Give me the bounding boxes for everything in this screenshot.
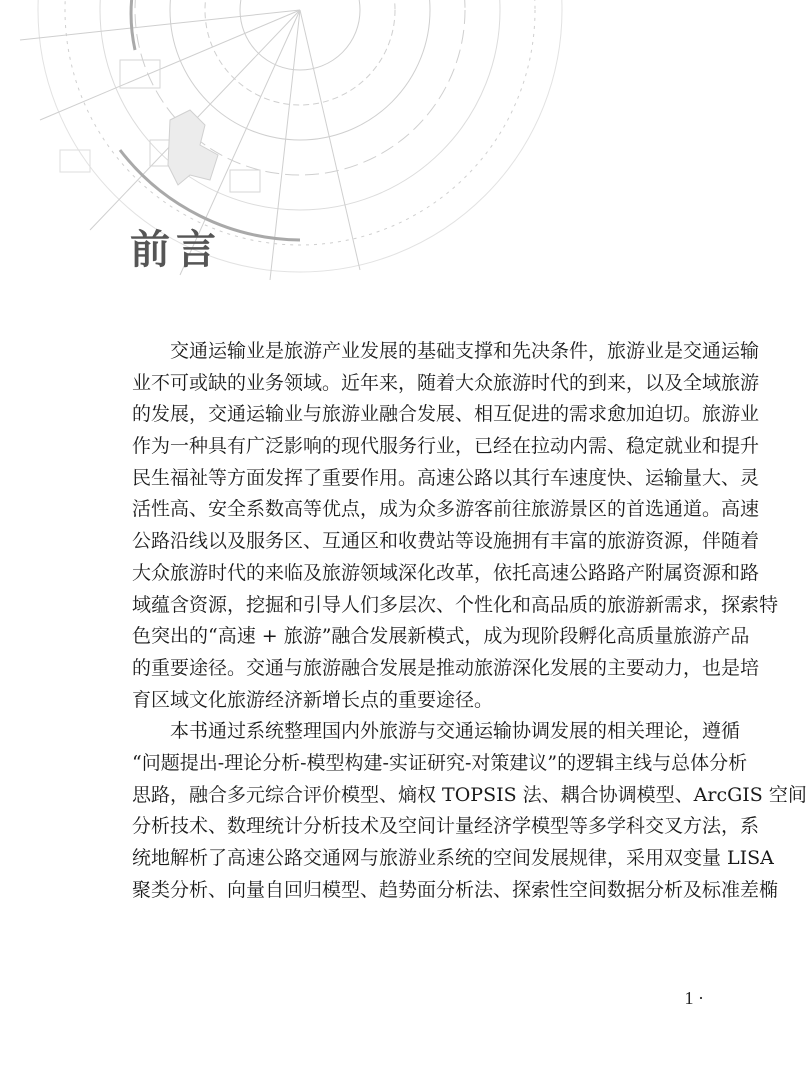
text-line: “问题提出-理论分析-模型构建-实证研究-对策建议”的逻辑主线与总体分析	[132, 751, 748, 774]
text-line: 的重要途径。交通与旅游融合发展是推动旅游深化发展的主要动力，也是培	[132, 656, 760, 679]
text-line: 色突出的“高速 + 旅游”融合发展新模式，成为现阶段孵化高质量旅游产品	[132, 625, 750, 648]
text-line: 育区域文化旅游经济新增长点的重要途径。	[132, 688, 494, 711]
text-line: 大众旅游时代的来临及旅游领域深化改革，依托高速公路路产附属资源和路	[132, 561, 760, 584]
page-number: 1 ·	[684, 988, 704, 1008]
text-line: 交通运输业是旅游产业发展的基础支撑和先决条件，旅游业是交通运输	[170, 340, 760, 362]
body-text	[132, 336, 807, 906]
text-line: 作为一种具有广泛影响的现代服务行业，已经在拉动内需、稳定就业和提升	[132, 435, 760, 458]
text-line: 域蕴含资源，挖掘和引导人们多层次、个性化和高品质的旅游新需求，探索特	[132, 593, 779, 616]
text-line: 思路，融合多元综合评价模型、熵权 TOPSIS 法、耦合协调模型、ArcGIS 空间	[132, 783, 807, 806]
text-line: 业不可或缺的业务领域。近年来，随着大众旅游时代的到来，以及全域旅游	[132, 371, 760, 394]
text-line: 本书通过系统整理国内外旅游与交通运输协调发展的相关理论，遵循	[170, 720, 741, 743]
text-line: 的发展，交通运输业与旅游业融合发展、相互促进的需求愈加迫切。旅游业	[132, 403, 760, 426]
text-line: 民生福祉等方面发挥了重要作用。高速公路以其行车速度快、运输量大、灵	[132, 466, 760, 489]
text-line: 统地解析了高速公路交通网与旅游业系统的空间发展规律，采用双变量 LISA	[132, 847, 774, 869]
text-line: 活性高、安全系数高等优点，成为众多游客前往旅游景区的首选通道。高速	[132, 498, 760, 521]
text-line: 聚类分析、向量自回归模型、趋势面分析法、探索性空间数据分析及标准差椭	[132, 878, 779, 901]
paragraph-1	[132, 336, 779, 716]
page-title: 前言	[130, 227, 222, 273]
text-line: 公路沿线以及服务区、互通区和收费站等设施拥有丰富的旅游资源，伴随着	[132, 530, 760, 553]
paragraph-2	[132, 716, 807, 906]
text-line: 分析技术、数理统计分析技术及空间计量经济学模型等多学科交叉方法，系	[132, 815, 760, 838]
